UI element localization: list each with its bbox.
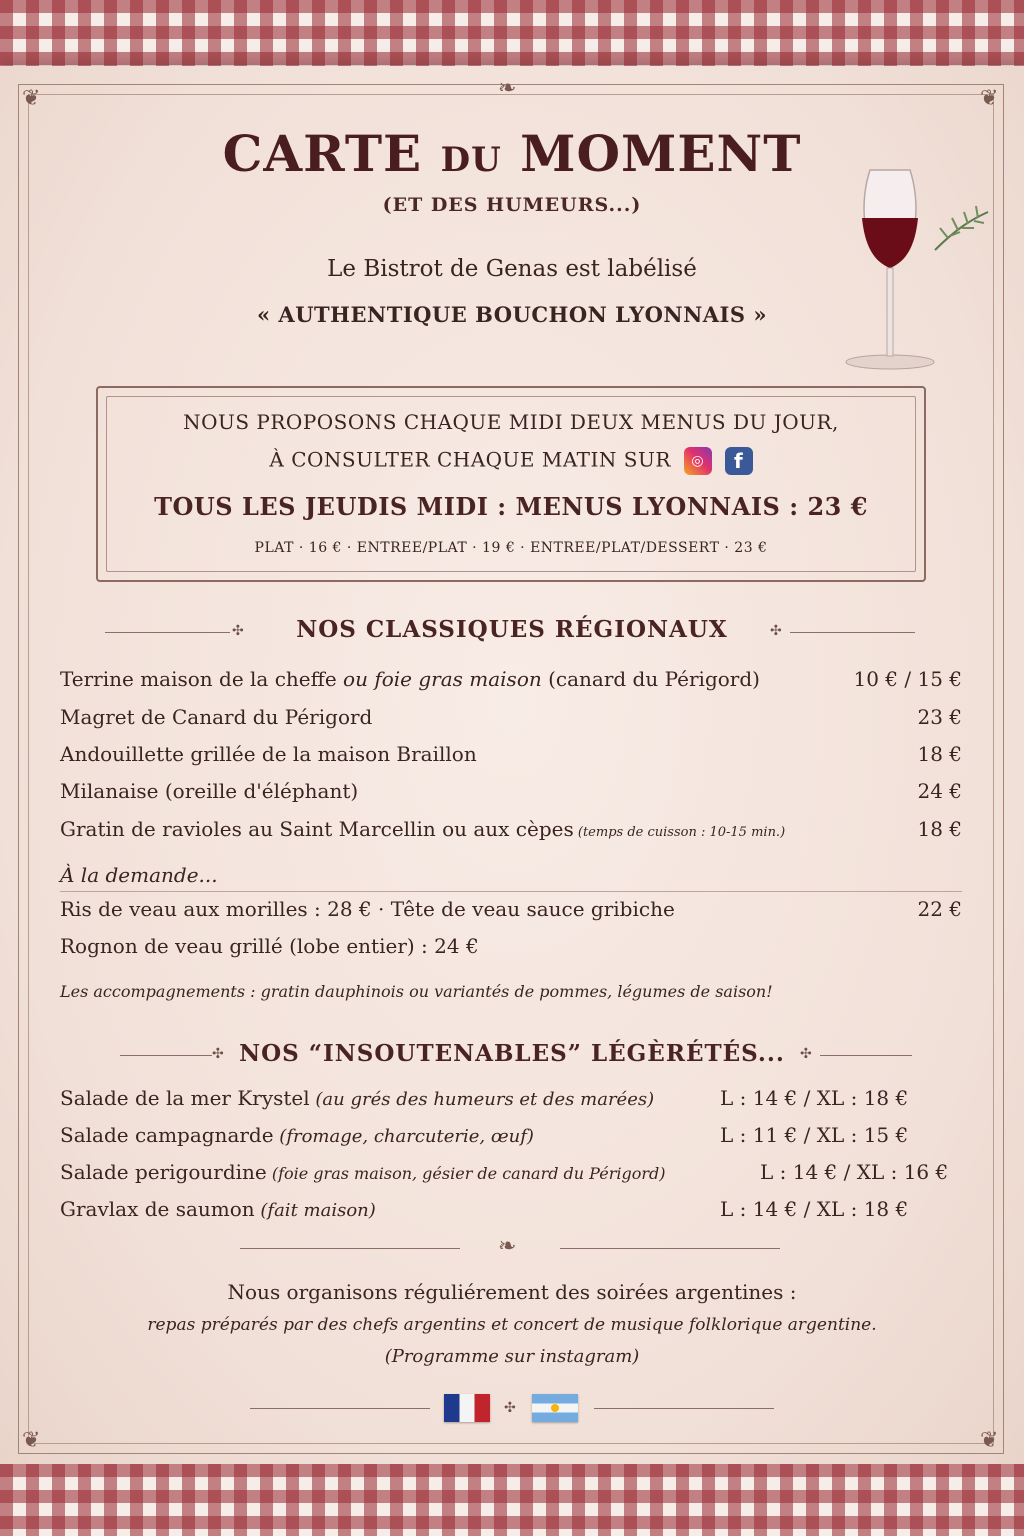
corner-ornament-icon: ❦ [22, 1428, 41, 1453]
menu-item: Salade de la mer Krystel (au grés des humeurs et des marées) L : 14 € / XL : 18 € [60, 1086, 909, 1110]
menu-item: Ris de veau aux morilles : 28 € · Tête de veau sauce gribiche 22 € [60, 897, 962, 921]
accompagnements-note: Les accompagnements : gratin dauphinois ou variantés de pommes, légumes de saison! [60, 982, 773, 1001]
menu-item: Andouillette grillée de la maison Braillon 18 € [60, 742, 962, 766]
corner-ornament-icon: ❦ [980, 86, 999, 111]
facebook-icon[interactable]: f [725, 447, 753, 475]
menu-item: Gravlax de saumon (fait maison) L : 14 € / XL : 18 € [60, 1197, 909, 1221]
menu-item: Terrine maison de la cheffe ou foie gras maison (canard du Périgord) 10 € / 15 € [60, 667, 962, 691]
menu-item: Salade perigourdine (foie gras maison, gésier de canard du Périgord) L : 14 € / XL : 16 € [60, 1160, 949, 1184]
menu-item-price: 24 € [917, 779, 962, 803]
section-heading-classiques: NOS CLASSIQUES RÉGIONAUX [296, 616, 728, 643]
page-subtitle: (ET DES HUMEURS...) [382, 194, 642, 216]
footer-soirees-argentines: Nous organisons réguliérement des soirées argentines : [227, 1280, 797, 1304]
section-rule-right [820, 1055, 912, 1056]
menu-item-price: 10 € / 15 € [853, 667, 962, 691]
info-formules-line: PLAT · 16 € · ENTREE/PLAT · 19 € · ENTREE/PLAT/DESSERT · 23 € [254, 540, 768, 556]
footer-rule-right [594, 1408, 774, 1409]
top-flourish-icon: ❧ [498, 76, 517, 101]
french-flag-icon [444, 1394, 490, 1422]
footer-rule-left [250, 1408, 430, 1409]
rule-ornament-icon: ✣ [212, 1046, 224, 1062]
divider [60, 891, 962, 892]
menu-item-price: 18 € [917, 817, 962, 841]
menu-item-price: L : 11 € / XL : 15 € [720, 1123, 909, 1147]
corner-ornament-icon: ❦ [22, 86, 41, 111]
menu-item-price: L : 14 € / XL : 18 € [720, 1086, 909, 1110]
menu-item-price: L : 14 € / XL : 16 € [760, 1160, 949, 1184]
section-rule-left [240, 1248, 460, 1249]
footer-programme: (Programme sur instagram) [384, 1346, 640, 1367]
gingham-border-top [0, 0, 1024, 72]
argentine-flag-icon [532, 1394, 578, 1422]
a-la-demande-label: À la demande... [60, 863, 218, 887]
page-title: CARTE DU MOMENT [222, 124, 802, 183]
menu-item: Magret de Canard du Périgord 23 € [60, 705, 962, 729]
menu-item: Gratin de ravioles au Saint Marcellin ou aux cèpes (temps de cuisson : 10-15 min.) 18 € [60, 817, 962, 841]
rule-ornament-icon: ✣ [504, 1400, 516, 1416]
menu-item-price: L : 14 € / XL : 18 € [720, 1197, 909, 1221]
section-rule-right [560, 1248, 780, 1249]
menu-item-price: 18 € [917, 742, 962, 766]
info-social-line: À CONSULTER CHAQUE MATIN SUR ◎ f [106, 447, 916, 475]
menu-item: Rognon de veau grillé (lobe entier) : 24 € [60, 934, 479, 958]
label-statement: Le Bistrot de Genas est labélisé [327, 256, 697, 282]
instagram-icon[interactable]: ◎ [684, 447, 712, 475]
rule-ornament-icon: ✣ [770, 623, 782, 639]
menu-item: Salade campagnarde (fromage, charcuterie, œuf) L : 11 € / XL : 15 € [60, 1123, 909, 1147]
menu-item: Milanaise (oreille d'éléphant) 24 € [60, 779, 962, 803]
rule-ornament-icon: ✣ [232, 623, 244, 639]
wine-glass-icon [830, 150, 1000, 375]
gingham-border-bottom [0, 1464, 1024, 1536]
label-name: « AUTHENTIQUE BOUCHON LYONNAIS » [256, 302, 767, 327]
flourish-icon: ❧ [498, 1234, 517, 1259]
info-jeudis-line: TOUS LES JEUDIS MIDI : MENUS LYONNAIS : 23 € [154, 492, 868, 521]
footer-repas-concert: repas préparés par des chefs argentins et concert de musique folklorique argentine. [147, 1315, 877, 1335]
section-heading-legeretes: NOS “INSOUTENABLES” LÉGÈRÉTÉS... [239, 1040, 785, 1067]
info-menus-du-jour: NOUS PROPOSONS CHAQUE MIDI DEUX MENUS DU JOUR, [183, 410, 839, 434]
menu-item-price: 22 € [917, 897, 962, 921]
corner-ornament-icon: ❦ [980, 1428, 999, 1453]
section-rule-right [790, 632, 915, 633]
menu-item-price: 23 € [917, 705, 962, 729]
rule-ornament-icon: ✣ [800, 1046, 812, 1062]
